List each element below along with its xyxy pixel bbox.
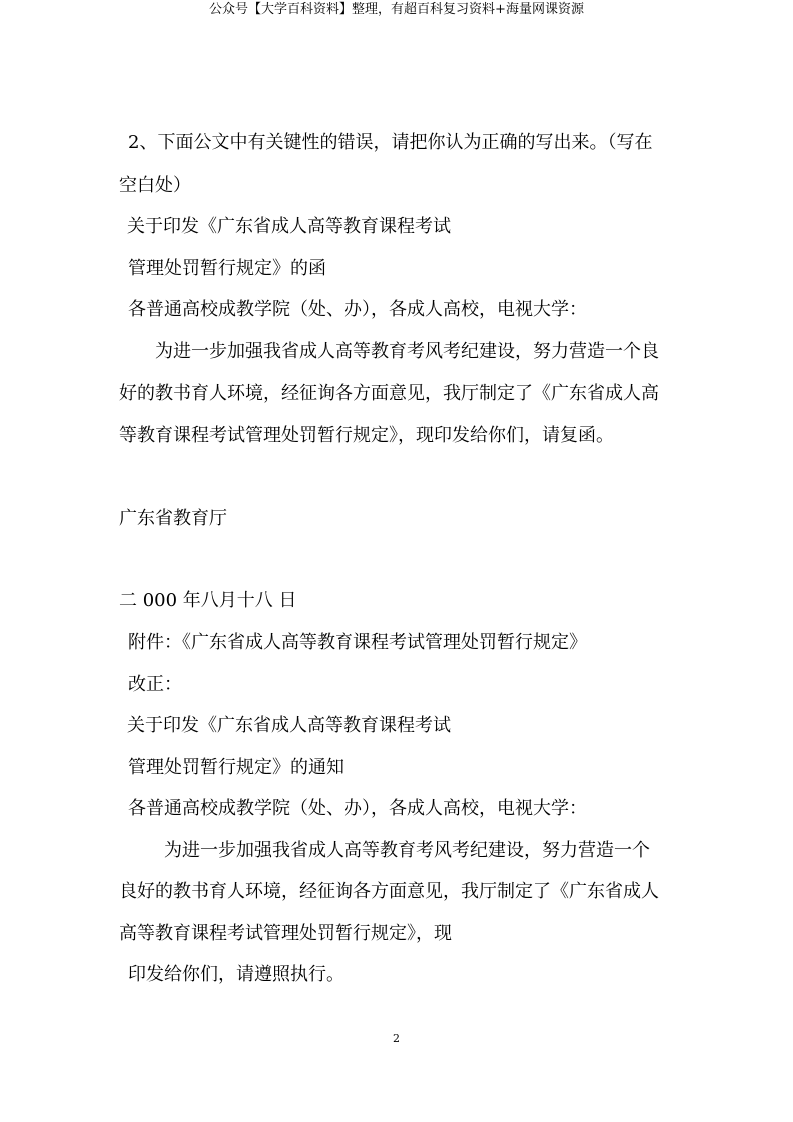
page-number: 2	[393, 1032, 400, 1045]
original-title-line-2: 管理处罚暂行规定》的函	[128, 258, 326, 279]
correction-body-line-1: 为进一步加强我省成人高等教育考风考纪建设，努力营造一个	[164, 840, 650, 861]
correction-label: 改正：	[128, 674, 182, 695]
question-line-2: 空白处）	[119, 175, 191, 196]
correction-title-line-1: 关于印发《广东省成人高等教育课程考试	[127, 715, 451, 736]
correction-addressee: 各普通高校成教学院（处、办），各成人高校，电视大学：	[128, 798, 587, 819]
correction-title-line-2: 管理处罚暂行规定》的通知	[128, 757, 344, 778]
correction-body-line-2: 良好的教书育人环境，经征询各方面意见，我厅制定了《广东省成人	[119, 881, 659, 902]
original-title-line-1: 关于印发《广东省成人高等教育课程考试	[127, 216, 451, 237]
original-addressee: 各普通高校成教学院（处、办），各成人高校，电视大学：	[128, 299, 587, 320]
original-issuer: 广东省教育厅	[119, 508, 227, 529]
original-attachment: 附件：《广东省成人高等教育课程考试管理处罚暂行规定》	[128, 632, 587, 653]
question-line-1: 2、下面公文中有关键性的错误，请把你认为正确的写出来。（写在	[128, 132, 653, 153]
original-date: 二 000 年八月十八 日	[119, 590, 297, 611]
correction-body-line-3: 高等教育课程考试管理处罚暂行规定》，现	[119, 923, 452, 944]
page-header: 公众号【大学百科资料】整理，有超百科复习资料+海量网课资源	[209, 2, 584, 17]
original-body-line-2: 好的教书育人环境，经征询各方面意见，我厅制定了《广东省成人高	[119, 383, 659, 404]
correction-body-line-4: 印发给你们，请遵照执行。	[128, 964, 344, 985]
original-body-line-3: 等教育课程考试管理处罚暂行规定》，现印发给你们，请复函。	[119, 425, 614, 446]
original-body-line-1: 为进一步加强我省成人高等教育考风考纪建设，努力营造一个良	[155, 341, 659, 362]
